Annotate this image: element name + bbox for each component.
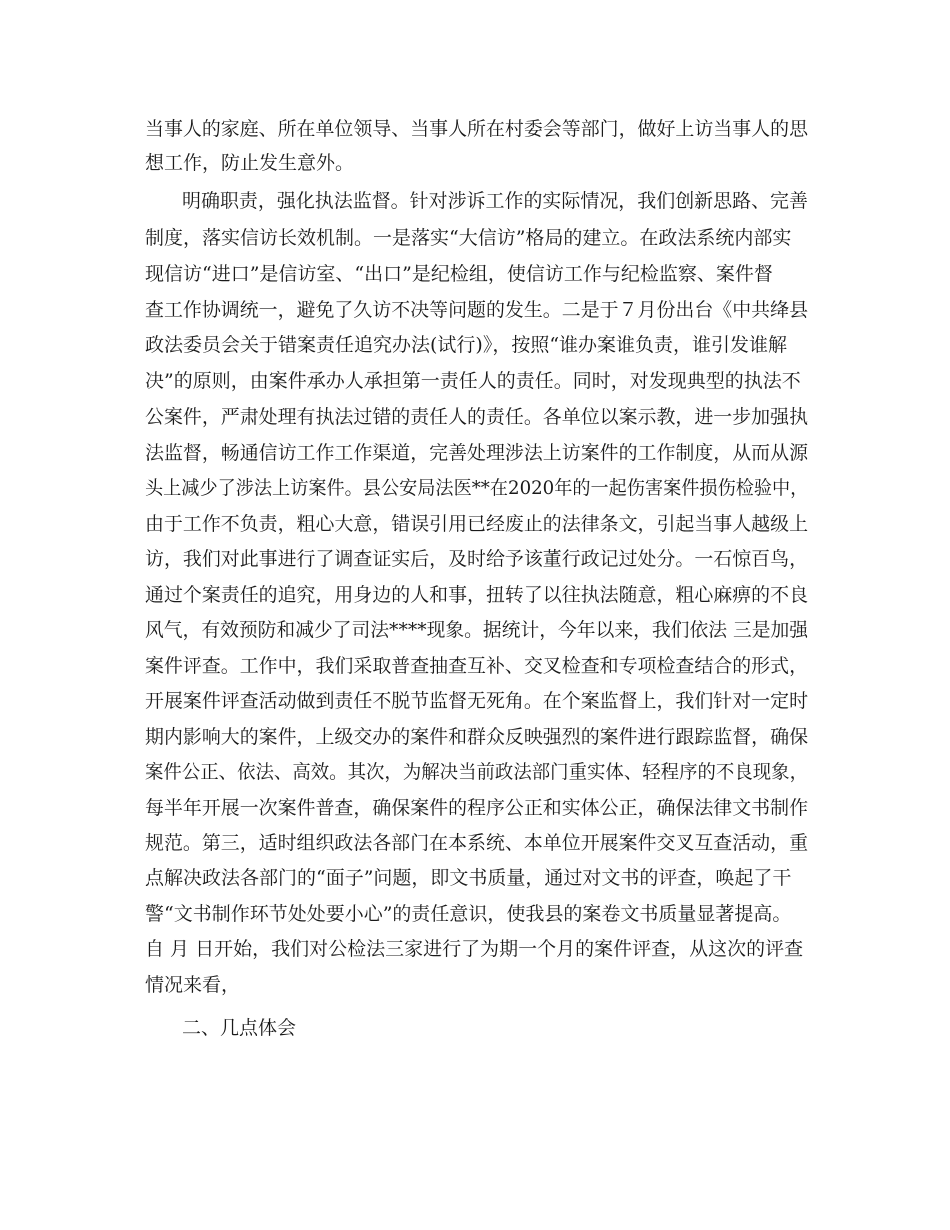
text-line: 现信访“进口”是信访室、“出口”是纪检组，使信访工作与纪检监察、案件督 xyxy=(145,263,773,285)
text-line: 决”的原则，由案件承办人承担第一责任人的责任。同时，对发现典型的执法不 xyxy=(145,370,801,392)
text-line: 案件公正、依法、高效。其次，为解决当前政法部门重实体、轻程序的不良现象， xyxy=(145,761,809,783)
text-line: 头上减少了涉法上访案件。县公安局法医**在2020年的一起伤害案件损伤检验中， xyxy=(145,477,809,499)
text-line: 警“文书制作环节处处要小心”的责任意识，使我县的案卷文书质量显著提高。 xyxy=(145,903,792,925)
text-line: 规范。第三，适时组织政法各部门在本系统、本单位开展案件交叉互查活动，重 xyxy=(145,832,809,854)
text-line: 法监督，畅通信访工作工作渠道，完善处理涉法上访案件的工作制度，从而从源 xyxy=(145,442,809,464)
text-line: 案件评查。工作中，我们采取普查抽查互补、交叉检查和专项检查结合的形式， xyxy=(145,655,809,677)
text-line: 开展案件评查活动做到责任不脱节监督无死角。在个案监督上，我们针对一定时 xyxy=(145,690,809,712)
section-heading: 二、几点体会 xyxy=(182,1017,297,1039)
text-line: 点解决政法各部门的“面子”问题，即文书质量，通过对文书的评查，唤起了干 xyxy=(145,867,792,889)
text-line: 期内影响大的案件，上级交办的案件和群众反映强烈的案件进行跟踪监督，确保 xyxy=(145,726,809,748)
text-line: 政法委员会关于错案责任追究办法(试行)》，按照“谁办案谁负责，谁引发谁解 xyxy=(145,334,788,356)
text-line: 自 月 日开始，我们对公检法三家进行了为期一个月的案件评查，从这次的评查 xyxy=(145,938,804,960)
text-line: 通过个案责任的追究，用身边的人和事，扭转了以往执法随意，粗心麻痹的不良 xyxy=(145,584,809,606)
paragraph-first-line: 明确职责，强化执法监督。针对涉诉工作的实际情况，我们创新思路、完善 xyxy=(182,190,809,212)
text-line: 想工作，防止发生意外。 xyxy=(145,152,355,174)
text-line: 公案件，严肃处理有执法过错的责任人的责任。各单位以案示教，进一步加强执 xyxy=(145,406,809,428)
text-line: 由于工作不负责，粗心大意，错误引用已经废止的法律条文，引起当事人越级上 xyxy=(145,513,809,535)
text-line: 情况来看， xyxy=(145,974,241,996)
text-line: 制度，落实信访长效机制。一是落实“大信访”格局的建立。在政法系统内部实 xyxy=(145,227,792,249)
text-line: 当事人的家庭、所在单位领导、当事人所在村委会等部门，做好上访当事人的思 xyxy=(145,118,809,140)
text-line: 查工作协调统一，避免了久访不决等问题的发生。二是于７月份出台《中共绛县 xyxy=(145,299,809,321)
text-line: 风气，有效预防和减少了司法****现象。据统计，今年以来，我们依法 三是加强 xyxy=(145,619,809,641)
text-line: 访，我们对此事进行了调查证实后，及时给予该董行政记过处分。一石惊百鸟， xyxy=(145,548,809,570)
text-line: 每半年开展一次案件普查，确保案件的程序公正和实体公正，确保法律文书制作 xyxy=(145,797,809,819)
